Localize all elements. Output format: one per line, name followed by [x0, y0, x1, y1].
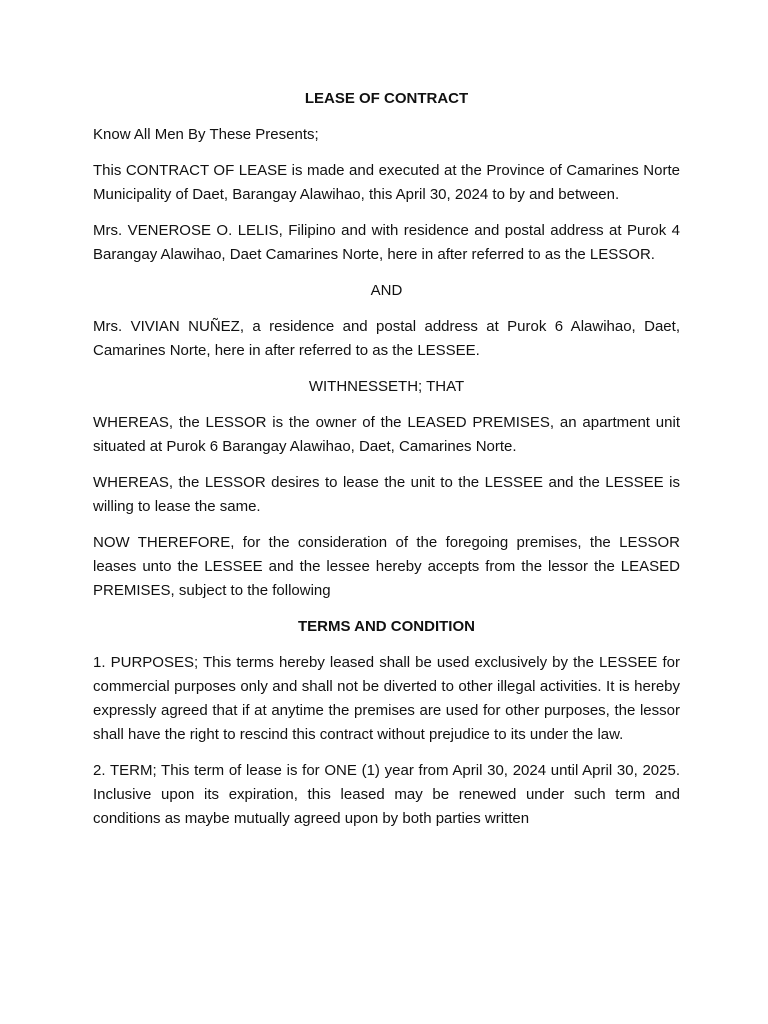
- document-page: [93, 87, 680, 843]
- term-duration: 2. TERM; This term of lease is for ONE (1) year from April 30, 2024 until April 30, 2025. Inclusive upon its expiration, this leased may be renewed under such term and conditions as maybe mutually agreed upon by both parties written: [93, 762, 680, 827]
- lessee-paragraph: Mrs. VIVIAN NUÑEZ, a residence and postal address at Purok 6 Alawihao, Daet, Camarines Norte, here in after referred to as the LESSEE.: [93, 318, 680, 359]
- whereas-owner-paragraph: WHEREAS, the LESSOR is the owner of the LEASED PREMISES, an apartment unit situated at Purok 6 Barangay Alawihao, Daet, Camarines Norte.: [93, 414, 680, 455]
- and-separator: AND: [370, 282, 403, 299]
- greeting: Know All Men By These Presents;: [93, 126, 319, 143]
- intro-paragraph: This CONTRACT OF LEASE is made and executed at the Province of Camarines Norte Municipality of Daet, Barangay Alawihao, this April 30, 2024 to by and between.: [93, 162, 680, 203]
- term-purposes: 1. PURPOSES; This terms hereby leased shall be used exclusively by the LESSEE for commercial purposes only and shall not be diverted to other illegal activities. It is hereby expressly agreed that if at anytime the premises are used for other purposes, the lessor shall have the right to rescind this contract without prejudice to its under the law.: [93, 654, 680, 743]
- document-title: LEASE OF CONTRACT: [304, 90, 469, 107]
- terms-heading: TERMS AND CONDITION: [298, 618, 475, 635]
- whereas-lease-paragraph: WHEREAS, the LESSOR desires to lease the unit to the LESSEE and the LESSEE is willing to lease the same.: [93, 474, 680, 515]
- now-therefore-paragraph: NOW THEREFORE, for the consideration of the foregoing premises, the LESSOR leases unto the LESSEE and the lessee hereby accepts from the lessor the LEASED PREMISES, subject to the following: [93, 534, 680, 599]
- witnesseth-heading: WITHNESSETH; THAT: [308, 378, 465, 395]
- lessor-paragraph: Mrs. VENEROSE O. LELIS, Filipino and with residence and postal address at Purok 4 Barangay Alawihao, Daet Camarines Norte, here in after referred to as the LESSOR.: [93, 222, 680, 263]
